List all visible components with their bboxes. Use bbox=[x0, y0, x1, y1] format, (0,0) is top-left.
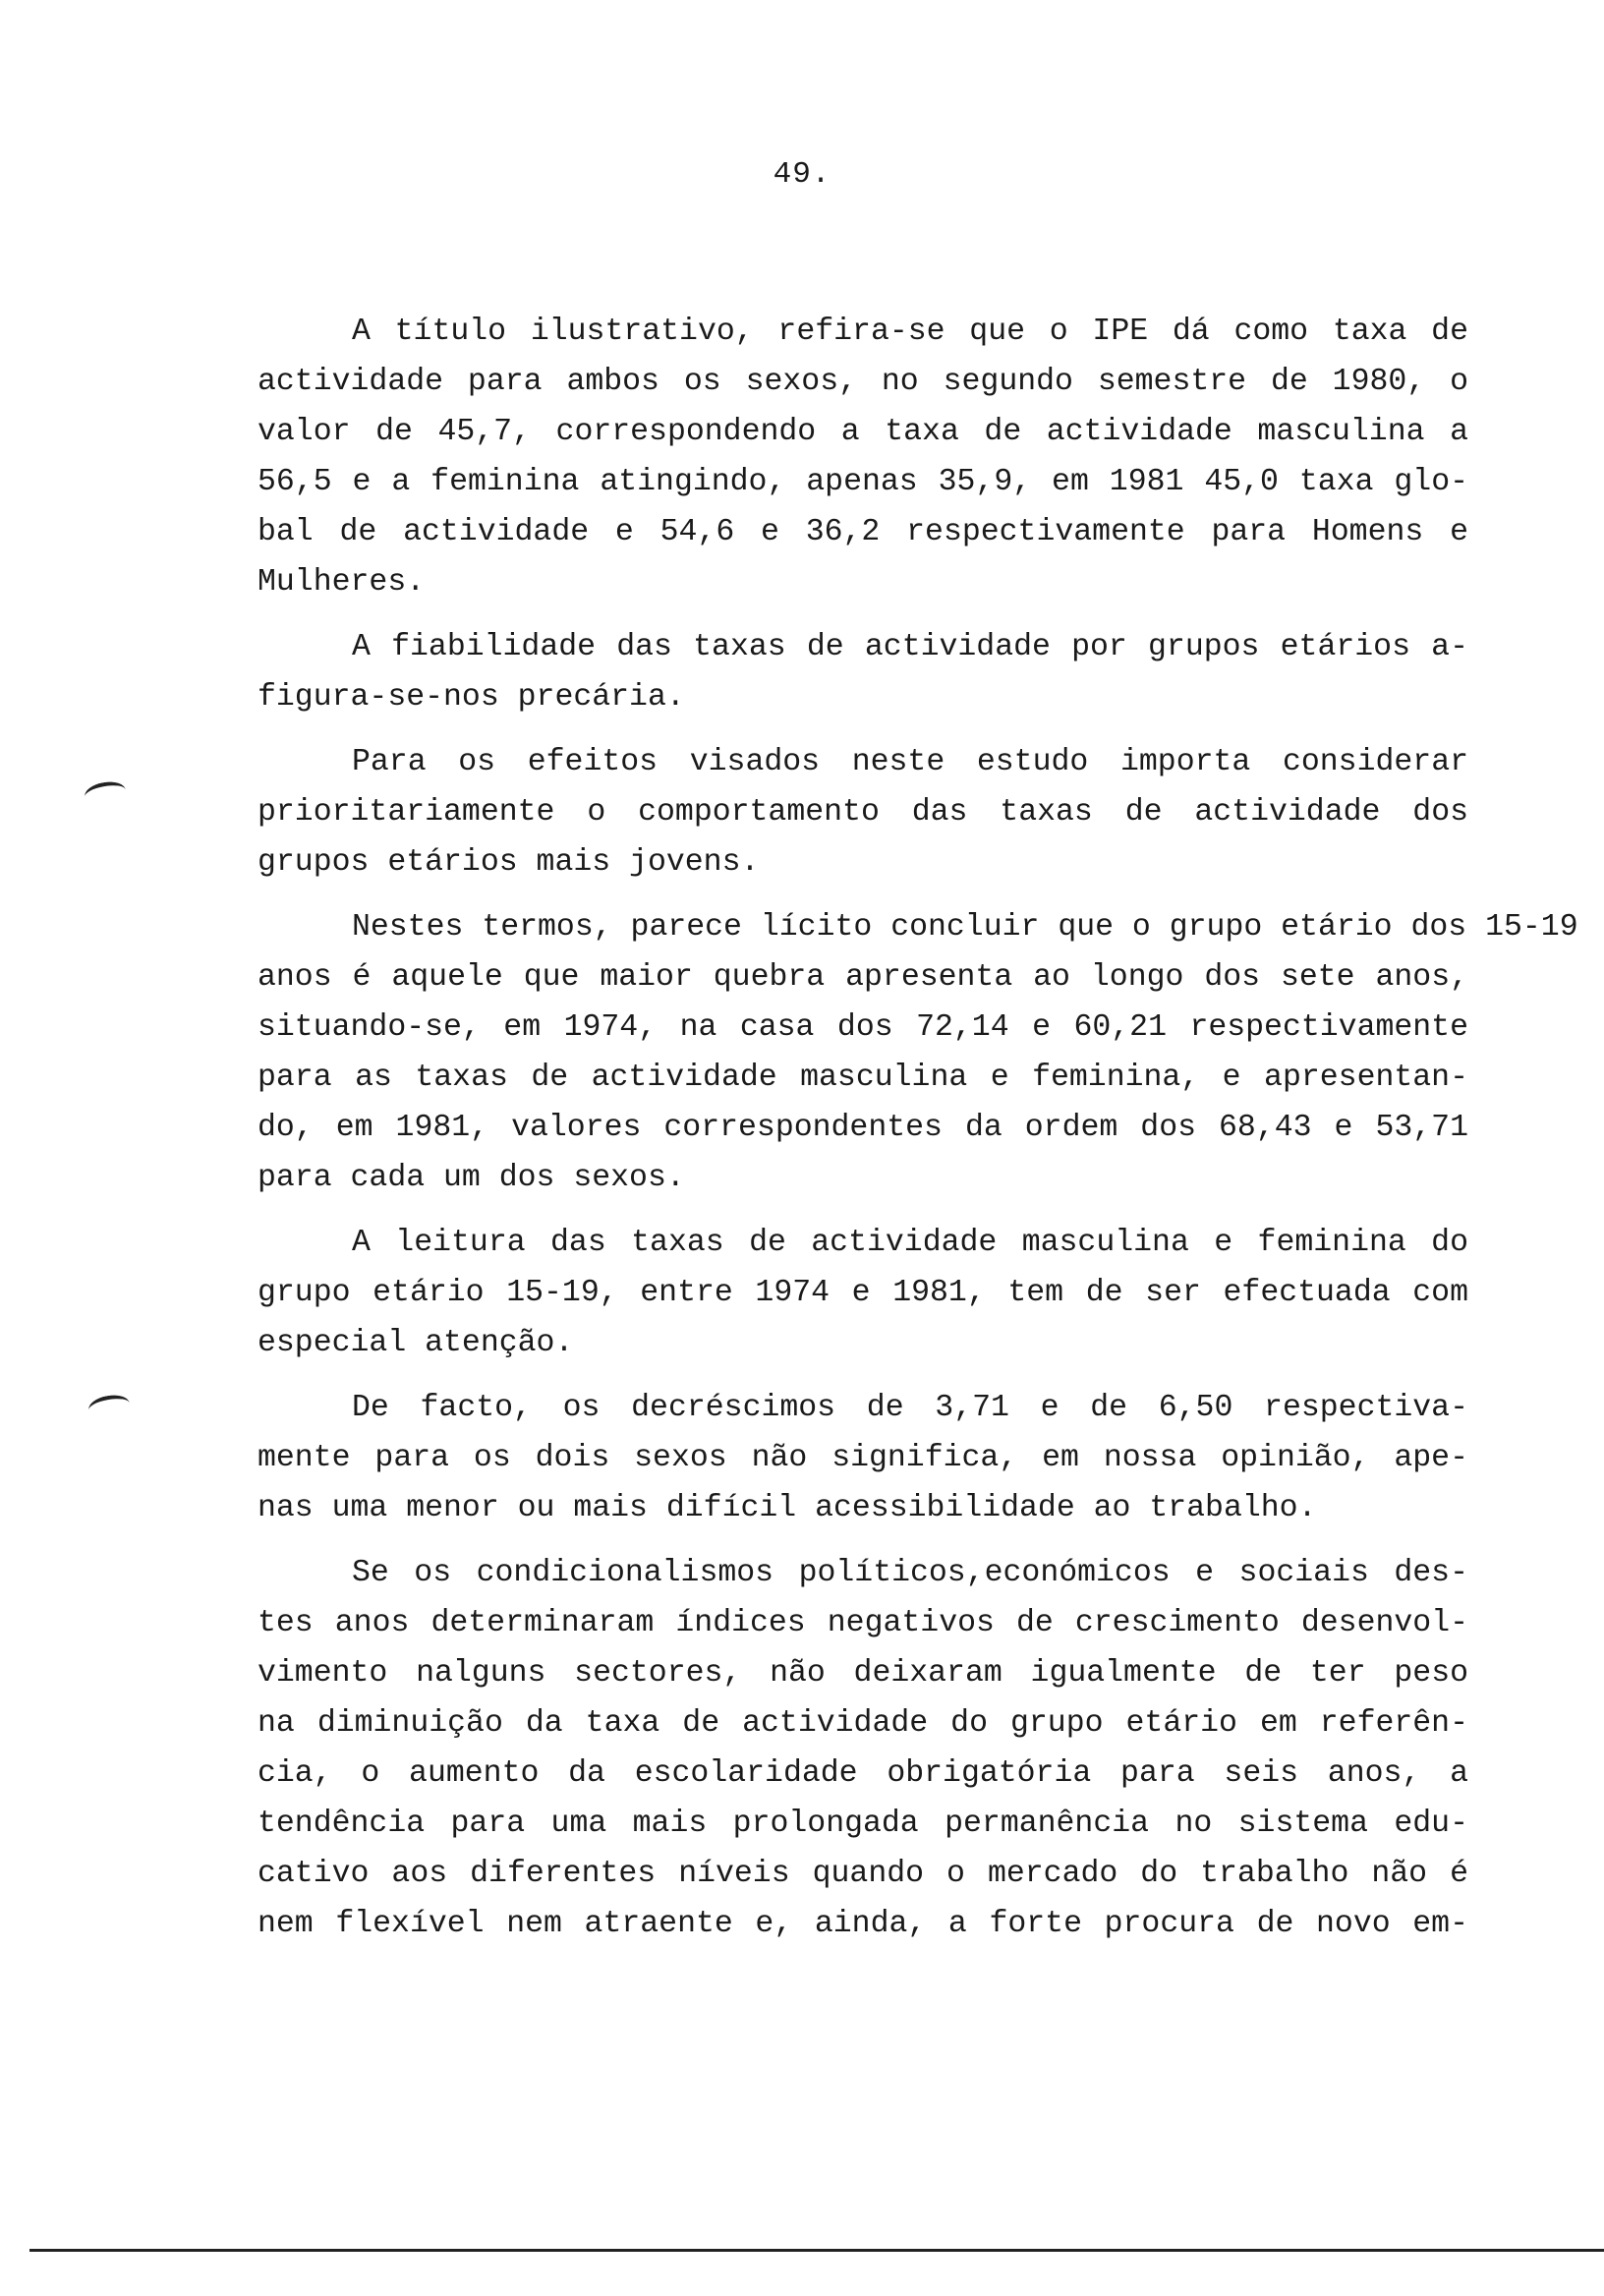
text-line: grupo etário 15-19, entre 1974 e 1981, tem de ser efectuada com bbox=[258, 1276, 1468, 1310]
text-line: anos é aquele que maior quebra apresenta ao longo dos sete anos, bbox=[258, 960, 1468, 995]
text-line: valor de 45,7, correspondendo a taxa de actividade masculina a bbox=[258, 415, 1468, 449]
text-line: Nestes termos, parece lícito concluir que o grupo etário dos 15-19 bbox=[352, 910, 1578, 945]
page-number: 49. bbox=[773, 157, 831, 192]
text-line: tes anos determinaram índices negativos de crescimento desenvol- bbox=[258, 1606, 1468, 1640]
text-line: Se os condicionalismos políticos,económicos e sociais des- bbox=[352, 1556, 1468, 1590]
text-line: De facto, os decréscimos de 3,71 e de 6,50 respectiva- bbox=[352, 1391, 1468, 1425]
text-line: cativo aos diferentes níveis quando o mercado do trabalho não é bbox=[258, 1857, 1468, 1891]
paragraph bbox=[258, 1548, 1468, 1949]
text-line: A título ilustrativo, refira-se que o IPE dá como taxa de bbox=[352, 315, 1468, 349]
text-line: nas uma menor ou mais difícil acessibilidade ao trabalho. bbox=[258, 1491, 1317, 1525]
text-line: Mulheres. bbox=[258, 565, 426, 600]
text-line: situando-se, em 1974, na casa dos 72,14 e 60,21 respectivamente bbox=[258, 1010, 1468, 1045]
paragraph bbox=[258, 622, 1468, 722]
text-line: especial atenção. bbox=[258, 1326, 574, 1360]
text-line: na diminuição da taxa de actividade do grupo etário em referên- bbox=[258, 1706, 1468, 1741]
paragraph bbox=[258, 902, 1578, 1203]
text-line: Para os efeitos visados neste estudo importa considerar bbox=[352, 745, 1468, 779]
text-line: vimento nalguns sectores, não deixaram igualmente de ter peso bbox=[258, 1656, 1468, 1691]
text-line: para as taxas de actividade masculina e feminina, e apresentan- bbox=[258, 1061, 1468, 1095]
document-body bbox=[258, 307, 1578, 1964]
text-line: actividade para ambos os sexos, no segundo semestre de 1980, o bbox=[258, 365, 1468, 399]
text-line: grupos etários mais jovens. bbox=[258, 845, 760, 880]
text-line: nem flexível nem atraente e, ainda, a forte procura de novo em- bbox=[258, 1907, 1468, 1941]
paragraph bbox=[258, 1383, 1468, 1533]
text-line: tendência para uma mais prolongada permanência no sistema edu- bbox=[258, 1807, 1468, 1841]
paragraph bbox=[258, 737, 1468, 888]
paragraph bbox=[258, 1218, 1468, 1368]
text-line: cia, o aumento da escolaridade obrigatória para seis anos, a bbox=[258, 1756, 1468, 1791]
text-line: do, em 1981, valores correspondentes da ordem dos 68,43 e 53,71 bbox=[258, 1111, 1468, 1145]
margin-mark bbox=[86, 1393, 131, 1421]
text-line: figura-se-nos precária. bbox=[258, 680, 685, 715]
paragraph bbox=[258, 307, 1468, 607]
bottom-rule bbox=[29, 2249, 1604, 2252]
text-line: para cada um dos sexos. bbox=[258, 1161, 685, 1195]
text-line: mente para os dois sexos não significa, em nossa opinião, ape- bbox=[258, 1441, 1468, 1475]
text-line: prioritariamente o comportamento das taxas de actividade dos bbox=[258, 795, 1468, 830]
margin-mark bbox=[83, 779, 127, 808]
text-line: bal de actividade e 54,6 e 36,2 respectivamente para Homens e bbox=[258, 515, 1468, 549]
text-line: A leitura das taxas de actividade masculina e feminina do bbox=[352, 1226, 1468, 1260]
text-line: A fiabilidade das taxas de actividade por grupos etários a- bbox=[352, 630, 1468, 664]
text-line: 56,5 e a feminina atingindo, apenas 35,9, em 1981 45,0 taxa glo- bbox=[258, 465, 1468, 499]
